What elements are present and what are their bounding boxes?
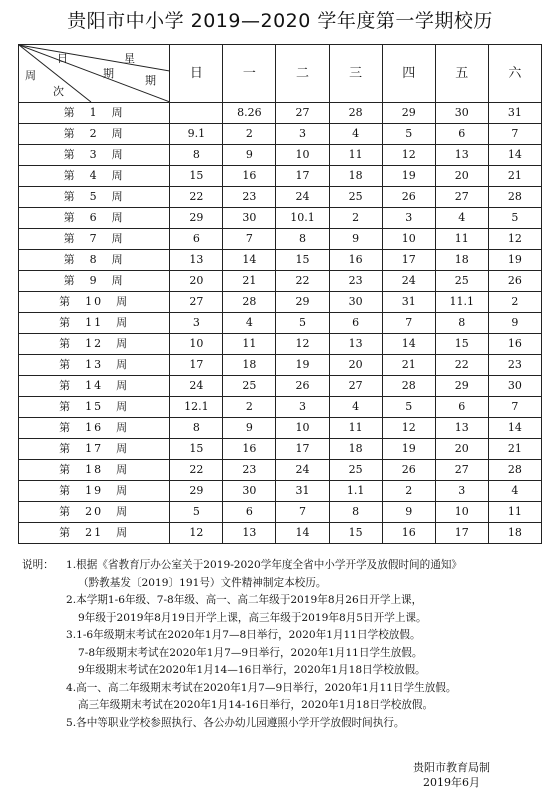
week-row xyxy=(19,355,542,376)
date-cell: 16 xyxy=(329,250,382,271)
week-label: 第 10 周 xyxy=(19,292,170,313)
date-cell: 29 xyxy=(170,481,223,502)
date-cell: 28 xyxy=(488,187,541,208)
corner-star-label: 星 xyxy=(124,52,135,65)
week-label: 第 11 周 xyxy=(19,313,170,334)
week-row xyxy=(19,523,542,544)
date-cell: 27 xyxy=(329,376,382,397)
date-cell: 15 xyxy=(435,334,488,355)
week-row xyxy=(19,460,542,481)
date-cell: 24 xyxy=(276,460,329,481)
date-cell: 18 xyxy=(435,250,488,271)
date-cell: 21 xyxy=(382,355,435,376)
date-cell: 8 xyxy=(276,229,329,250)
date-cell: 12 xyxy=(170,523,223,544)
date-cell: 17 xyxy=(276,166,329,187)
date-cell: 18 xyxy=(223,355,276,376)
date-cell: 8 xyxy=(170,418,223,439)
date-cell: 17 xyxy=(170,355,223,376)
date-cell: 2 xyxy=(382,481,435,502)
date-cell: 22 xyxy=(170,187,223,208)
date-cell: 4 xyxy=(223,313,276,334)
date-cell: 23 xyxy=(488,355,541,376)
date-cell: 29 xyxy=(435,376,488,397)
date-cell: 10 xyxy=(276,418,329,439)
date-cell: 14 xyxy=(382,334,435,355)
date-cell: 13 xyxy=(223,523,276,544)
day-header-sun: 日 xyxy=(170,45,223,103)
notes-lead: 说明： xyxy=(22,559,54,571)
date-cell: 20 xyxy=(170,271,223,292)
date-cell: 5 xyxy=(488,208,541,229)
week-row xyxy=(19,166,542,187)
date-cell: 22 xyxy=(435,355,488,376)
date-cell: 13 xyxy=(329,334,382,355)
date-cell: 21 xyxy=(488,439,541,460)
week-row xyxy=(19,481,542,502)
note-continuation: 9年级期末考试在2020年1月14—16日举行，2020年1月18日学校放假。 xyxy=(78,664,426,676)
week-row xyxy=(19,292,542,313)
week-label: 第 2 周 xyxy=(19,124,170,145)
date-cell: 19 xyxy=(488,250,541,271)
corner-period-label: 期 xyxy=(103,67,114,80)
date-cell: 21 xyxy=(223,271,276,292)
week-label: 第 19 周 xyxy=(19,481,170,502)
date-cell: 7 xyxy=(488,124,541,145)
date-cell: 27 xyxy=(276,103,329,124)
week-row xyxy=(19,502,542,523)
date-cell: 5 xyxy=(382,124,435,145)
date-cell: 30 xyxy=(329,292,382,313)
date-cell: 15 xyxy=(276,250,329,271)
date-cell: 26 xyxy=(382,187,435,208)
week-row xyxy=(19,187,542,208)
week-label: 第 17 周 xyxy=(19,439,170,460)
note-continuation: 高三年级期末考试在2020年1月14-16日举行，2020年1月18日学校放假。 xyxy=(78,699,434,711)
date-cell: 30 xyxy=(223,208,276,229)
date-cell: 4 xyxy=(329,124,382,145)
date-cell: 12 xyxy=(382,145,435,166)
date-cell xyxy=(170,103,223,124)
date-cell: 14 xyxy=(488,145,541,166)
date-cell: 2 xyxy=(329,208,382,229)
corner-cell xyxy=(19,45,170,103)
date-cell: 19 xyxy=(382,166,435,187)
date-cell: 12 xyxy=(276,334,329,355)
week-label: 第 18 周 xyxy=(19,460,170,481)
note-continuation: 7-8年级期末考试在2020年1月7—9日举行，2020年1月11日学生放假。 xyxy=(78,646,423,659)
day-header-tue: 二 xyxy=(276,45,329,103)
date-cell: 9 xyxy=(329,229,382,250)
date-cell: 30 xyxy=(488,376,541,397)
note-item: 3.1-6年级期末考试在2020年1月7—8日举行，2020年1月11日学校放假。 xyxy=(66,629,421,641)
date-cell: 8.26 xyxy=(223,103,276,124)
week-row xyxy=(19,271,542,292)
date-cell: 16 xyxy=(223,439,276,460)
date-cell: 8 xyxy=(435,313,488,334)
week-row xyxy=(19,397,542,418)
week-label: 第 4 周 xyxy=(19,166,170,187)
week-label: 第 20 周 xyxy=(19,502,170,523)
date-cell: 7 xyxy=(488,397,541,418)
date-cell: 4 xyxy=(435,208,488,229)
week-label: 第 7 周 xyxy=(19,229,170,250)
date-cell: 16 xyxy=(223,166,276,187)
date-cell: 31 xyxy=(276,481,329,502)
date-cell: 15 xyxy=(170,439,223,460)
date-cell: 26 xyxy=(276,376,329,397)
date-cell: 10 xyxy=(382,229,435,250)
date-cell: 6 xyxy=(223,502,276,523)
day-header-mon: 一 xyxy=(223,45,276,103)
date-cell: 9 xyxy=(488,313,541,334)
date-cell: 14 xyxy=(276,523,329,544)
date-cell: 7 xyxy=(223,229,276,250)
week-label: 第 12 周 xyxy=(19,334,170,355)
date-cell: 3 xyxy=(382,208,435,229)
calendar-body xyxy=(19,103,542,544)
notes-lines xyxy=(22,557,552,732)
date-cell: 3 xyxy=(276,397,329,418)
date-cell: 25 xyxy=(329,460,382,481)
date-cell: 27 xyxy=(435,460,488,481)
date-cell: 14 xyxy=(488,418,541,439)
date-cell: 23 xyxy=(329,271,382,292)
date-cell: 24 xyxy=(382,271,435,292)
week-label: 第 15 周 xyxy=(19,397,170,418)
date-cell: 11 xyxy=(435,229,488,250)
date-cell: 29 xyxy=(170,208,223,229)
date-cell: 19 xyxy=(382,439,435,460)
day-header-sat: 六 xyxy=(488,45,541,103)
date-cell: 9 xyxy=(223,418,276,439)
week-label: 第 1 周 xyxy=(19,103,170,124)
corner-ci-label: 次 xyxy=(53,85,64,98)
date-cell: 13 xyxy=(170,250,223,271)
notes-section xyxy=(22,557,552,732)
week-label: 第 21 周 xyxy=(19,523,170,544)
date-cell: 11 xyxy=(223,334,276,355)
date-cell: 27 xyxy=(435,187,488,208)
date-cell: 16 xyxy=(488,334,541,355)
date-cell: 6 xyxy=(329,313,382,334)
note-continuation: （黔教基发〔2019〕191号）文件精神制定本校历。 xyxy=(78,576,327,589)
date-cell: 12.1 xyxy=(170,397,223,418)
date-cell: 2 xyxy=(488,292,541,313)
note-continuation: 9年级于2019年8月19日开学上课，高三年级于2019年8月5日开学上课。 xyxy=(78,611,427,624)
date-cell: 10 xyxy=(435,502,488,523)
date-cell: 3 xyxy=(435,481,488,502)
date-cell: 17 xyxy=(435,523,488,544)
week-row xyxy=(19,418,542,439)
date-cell: 3 xyxy=(276,124,329,145)
date-cell: 11.1 xyxy=(435,292,488,313)
date-cell: 18 xyxy=(329,439,382,460)
date-cell: 30 xyxy=(435,103,488,124)
date-cell: 20 xyxy=(435,439,488,460)
week-label: 第 16 周 xyxy=(19,418,170,439)
week-label: 第 6 周 xyxy=(19,208,170,229)
signature-date: 2019年6月 xyxy=(423,776,480,789)
date-cell: 20 xyxy=(435,166,488,187)
date-cell: 17 xyxy=(382,250,435,271)
date-cell: 19 xyxy=(276,355,329,376)
week-row xyxy=(19,376,542,397)
date-cell: 4 xyxy=(329,397,382,418)
date-cell: 13 xyxy=(435,418,488,439)
week-label: 第 3 周 xyxy=(19,145,170,166)
week-label: 第 9 周 xyxy=(19,271,170,292)
date-cell: 18 xyxy=(329,166,382,187)
date-cell: 18 xyxy=(488,523,541,544)
day-header-thu: 四 xyxy=(382,45,435,103)
day-header-fri: 五 xyxy=(435,45,488,103)
week-label: 第 8 周 xyxy=(19,250,170,271)
date-cell: 10 xyxy=(276,145,329,166)
date-cell: 26 xyxy=(488,271,541,292)
date-cell: 21 xyxy=(488,166,541,187)
date-cell: 11 xyxy=(488,502,541,523)
week-row xyxy=(19,229,542,250)
date-cell: 24 xyxy=(170,376,223,397)
date-cell: 29 xyxy=(276,292,329,313)
week-row xyxy=(19,439,542,460)
week-row xyxy=(19,313,542,334)
date-cell: 29 xyxy=(382,103,435,124)
date-cell: 24 xyxy=(276,187,329,208)
week-row xyxy=(19,103,542,124)
date-cell: 6 xyxy=(170,229,223,250)
date-cell: 22 xyxy=(170,460,223,481)
date-cell: 17 xyxy=(276,439,329,460)
date-cell: 11 xyxy=(329,145,382,166)
header-row xyxy=(19,45,542,103)
date-cell: 28 xyxy=(488,460,541,481)
date-cell: 27 xyxy=(170,292,223,313)
date-cell: 2 xyxy=(223,124,276,145)
note-item: 2.本学期1-6年级、7-8年级、高一、高二年级于2019年8月26日开学上课， xyxy=(66,594,423,606)
date-cell: 6 xyxy=(435,124,488,145)
date-cell: 13 xyxy=(435,145,488,166)
date-cell: 15 xyxy=(170,166,223,187)
date-cell: 5 xyxy=(382,397,435,418)
date-cell: 25 xyxy=(223,376,276,397)
date-cell: 1.1 xyxy=(329,481,382,502)
date-cell: 26 xyxy=(382,460,435,481)
date-cell: 9 xyxy=(223,145,276,166)
date-cell: 16 xyxy=(382,523,435,544)
date-cell: 11 xyxy=(329,418,382,439)
date-cell: 7 xyxy=(276,502,329,523)
week-label: 第 14 周 xyxy=(19,376,170,397)
corner-day-label: 日 xyxy=(57,52,68,65)
date-cell: 23 xyxy=(223,460,276,481)
corner-period-label-2: 期 xyxy=(145,74,156,87)
date-cell: 14 xyxy=(223,250,276,271)
date-cell: 12 xyxy=(488,229,541,250)
week-row xyxy=(19,334,542,355)
date-cell: 30 xyxy=(223,481,276,502)
week-row xyxy=(19,208,542,229)
date-cell: 28 xyxy=(382,376,435,397)
date-cell: 9 xyxy=(382,502,435,523)
corner-week-label: 周 xyxy=(25,69,36,82)
date-cell: 7 xyxy=(382,313,435,334)
week-label: 第 13 周 xyxy=(19,355,170,376)
date-cell: 5 xyxy=(170,502,223,523)
date-cell: 4 xyxy=(488,481,541,502)
date-cell: 6 xyxy=(435,397,488,418)
week-row xyxy=(19,250,542,271)
note-item: 1.根据《省教育厅办公室关于2019-2020学年度全省中小学开学及放假时间的通知》 xyxy=(66,559,463,571)
date-cell: 23 xyxy=(223,187,276,208)
note-item: 5.各中等职业学校参照执行、各公办幼儿园遵照小学开学放假时间执行。 xyxy=(66,716,405,729)
week-label: 第 5 周 xyxy=(19,187,170,208)
date-cell: 25 xyxy=(329,187,382,208)
day-header-wed: 三 xyxy=(329,45,382,103)
date-cell: 8 xyxy=(170,145,223,166)
date-cell: 9.1 xyxy=(170,124,223,145)
calendar-table xyxy=(18,44,542,544)
date-cell: 2 xyxy=(223,397,276,418)
date-cell: 20 xyxy=(329,355,382,376)
date-cell: 15 xyxy=(329,523,382,544)
date-cell: 12 xyxy=(382,418,435,439)
note-item: 4.高一、高二年级期末考试在2020年1月7—9日举行，2020年1月11日学生放假。 xyxy=(66,681,457,694)
date-cell: 31 xyxy=(382,292,435,313)
week-row xyxy=(19,124,542,145)
date-cell: 10 xyxy=(170,334,223,355)
date-cell: 28 xyxy=(223,292,276,313)
date-cell: 28 xyxy=(329,103,382,124)
page-title: 贵阳市中小学 2019—2020 学年度第一学期校历 xyxy=(67,10,493,32)
date-cell: 10.1 xyxy=(276,208,329,229)
date-cell: 22 xyxy=(276,271,329,292)
date-cell: 25 xyxy=(435,271,488,292)
signature-org: 贵阳市教育局制 xyxy=(413,761,490,774)
signature xyxy=(413,760,490,790)
week-row xyxy=(19,145,542,166)
date-cell: 8 xyxy=(329,502,382,523)
date-cell: 5 xyxy=(276,313,329,334)
date-cell: 3 xyxy=(170,313,223,334)
date-cell: 31 xyxy=(488,103,541,124)
